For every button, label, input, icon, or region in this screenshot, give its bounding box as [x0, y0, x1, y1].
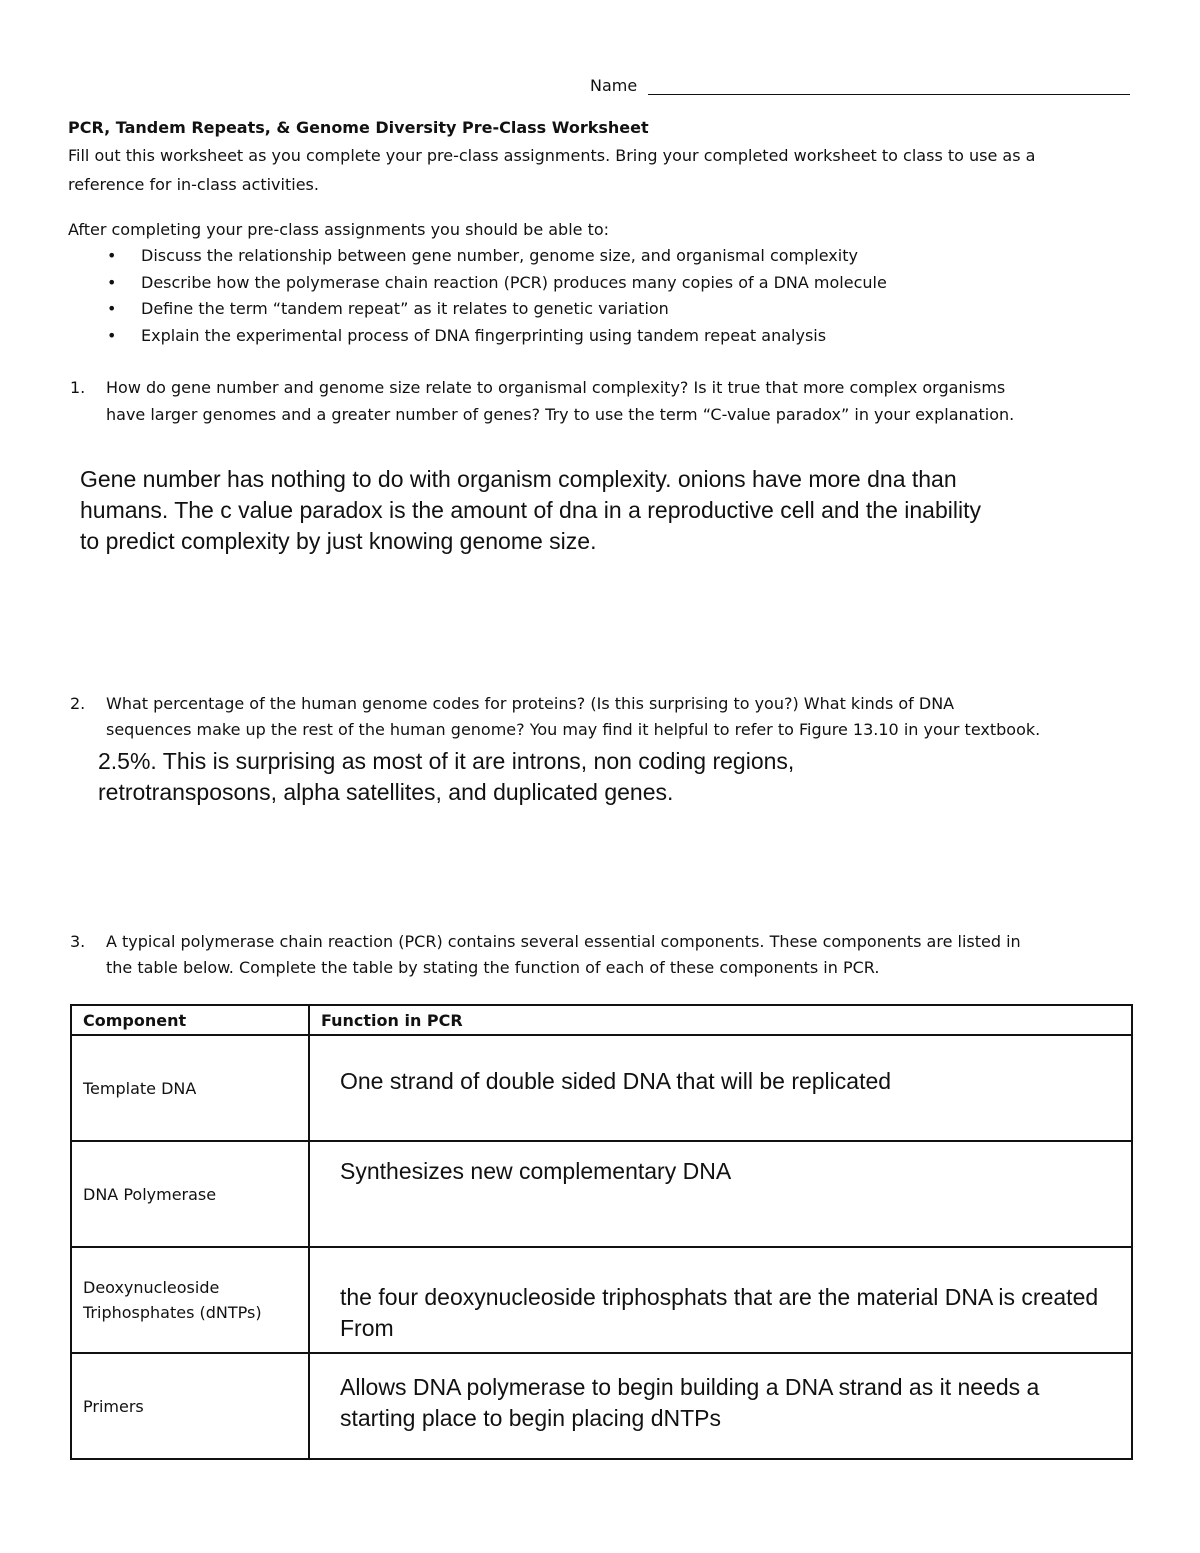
table-row — [71, 1353, 1132, 1459]
answer-line: Gene number has nothing to do with organism complexity. onions have more dna than — [80, 466, 957, 492]
component-cell: Deoxynucleoside Triphosphates (dNTPs) — [71, 1247, 309, 1353]
function-cell[interactable] — [309, 1353, 1132, 1459]
component-cell: DNA Polymerase — [71, 1141, 309, 1247]
list-item: • Define the term “tandem repeat” as it relates to genetic variation — [68, 295, 887, 322]
table-row — [71, 1141, 1132, 1247]
answer-line: starting place to begin placing dNTPs — [340, 1405, 721, 1431]
bullet-icon: • — [107, 246, 117, 265]
list-item: • Discuss the relationship between gene number, genome size, and organismal complexity — [68, 242, 887, 269]
list-item: • Explain the experimental process of DNA fingerprinting using tandem repeat analysis — [68, 322, 887, 349]
answer-line: Synthesizes new complementary DNA — [340, 1158, 732, 1184]
table-row — [71, 1035, 1132, 1141]
bullet-icon: • — [107, 299, 117, 318]
objectives-lead: After completing your pre-class assignments you should be able to: — [68, 220, 610, 239]
objectives-list — [68, 242, 887, 348]
answer-line: Allows DNA polymerase to begin building a DNA strand as it needs a — [340, 1374, 1040, 1400]
answer-line: 2.5%. This is surprising as most of it are introns, non coding regions, — [98, 748, 795, 774]
question-1-answer[interactable] — [80, 464, 981, 557]
table-row — [71, 1247, 1132, 1353]
name-field[interactable] — [648, 94, 1130, 95]
intro-line-2: reference for in-class activities. — [68, 175, 319, 194]
worksheet-title: PCR, Tandem Repeats, & Genome Diversity Pre-Class Worksheet — [68, 118, 649, 137]
question-2-number: 2. — [70, 694, 86, 713]
intro-line-1: Fill out this worksheet as you complete your pre-class assignments. Bring your completed worksheet to class to use as a — [68, 146, 1036, 165]
question-3-line-1: A typical polymerase chain reaction (PCR) contains several essential components. These components are listed in — [106, 932, 1021, 951]
answer-line: humans. The c value paradox is the amount of dna in a reproductive cell and the inability — [80, 497, 981, 523]
list-item: • Describe how the polymerase chain reaction (PCR) produces many copies of a DNA molecule — [68, 269, 887, 296]
component-cell: Primers — [71, 1353, 309, 1459]
function-cell[interactable] — [309, 1141, 1132, 1247]
question-1-number: 1. — [70, 378, 86, 397]
column-header-function: Function in PCR — [309, 1005, 1132, 1035]
question-2-line-2: sequences make up the rest of the human genome? You may find it helpful to refer to Figure 13.10 in your textbook. — [106, 720, 1041, 739]
name-label: Name — [590, 76, 638, 95]
pcr-components-table — [70, 1004, 1133, 1460]
question-1-line-1: How do gene number and genome size relate to organismal complexity? Is it true that more complex organisms — [106, 378, 1006, 397]
question-2-answer[interactable] — [98, 746, 794, 808]
answer-line: From — [340, 1315, 394, 1341]
column-header-component: Component — [71, 1005, 309, 1035]
question-2-line-1: What percentage of the human genome codes for proteins? (Is this surprising to you?) What kinds of DNA — [106, 694, 955, 713]
answer-line: to predict complexity by just knowing genome size. — [80, 528, 597, 554]
answer-line: One strand of double sided DNA that will be replicated — [340, 1068, 892, 1094]
answer-line: the four deoxynucleoside triphosphats that are the material DNA is created — [340, 1284, 1099, 1310]
function-cell[interactable] — [309, 1247, 1132, 1353]
answer-line: retrotransposons, alpha satellites, and duplicated genes. — [98, 779, 674, 805]
question-3-number: 3. — [70, 932, 86, 951]
question-3-line-2: the table below. Complete the table by stating the function of each of these components in PCR. — [106, 958, 880, 977]
table-header-row — [71, 1005, 1132, 1035]
bullet-icon: • — [107, 325, 117, 345]
component-cell: Template DNA — [71, 1035, 309, 1141]
question-1-line-2: have larger genomes and a greater number of genes? Try to use the term “C-value paradox” in your explanation. — [106, 405, 1015, 424]
function-cell[interactable] — [309, 1035, 1132, 1141]
bullet-icon: • — [107, 272, 117, 292]
